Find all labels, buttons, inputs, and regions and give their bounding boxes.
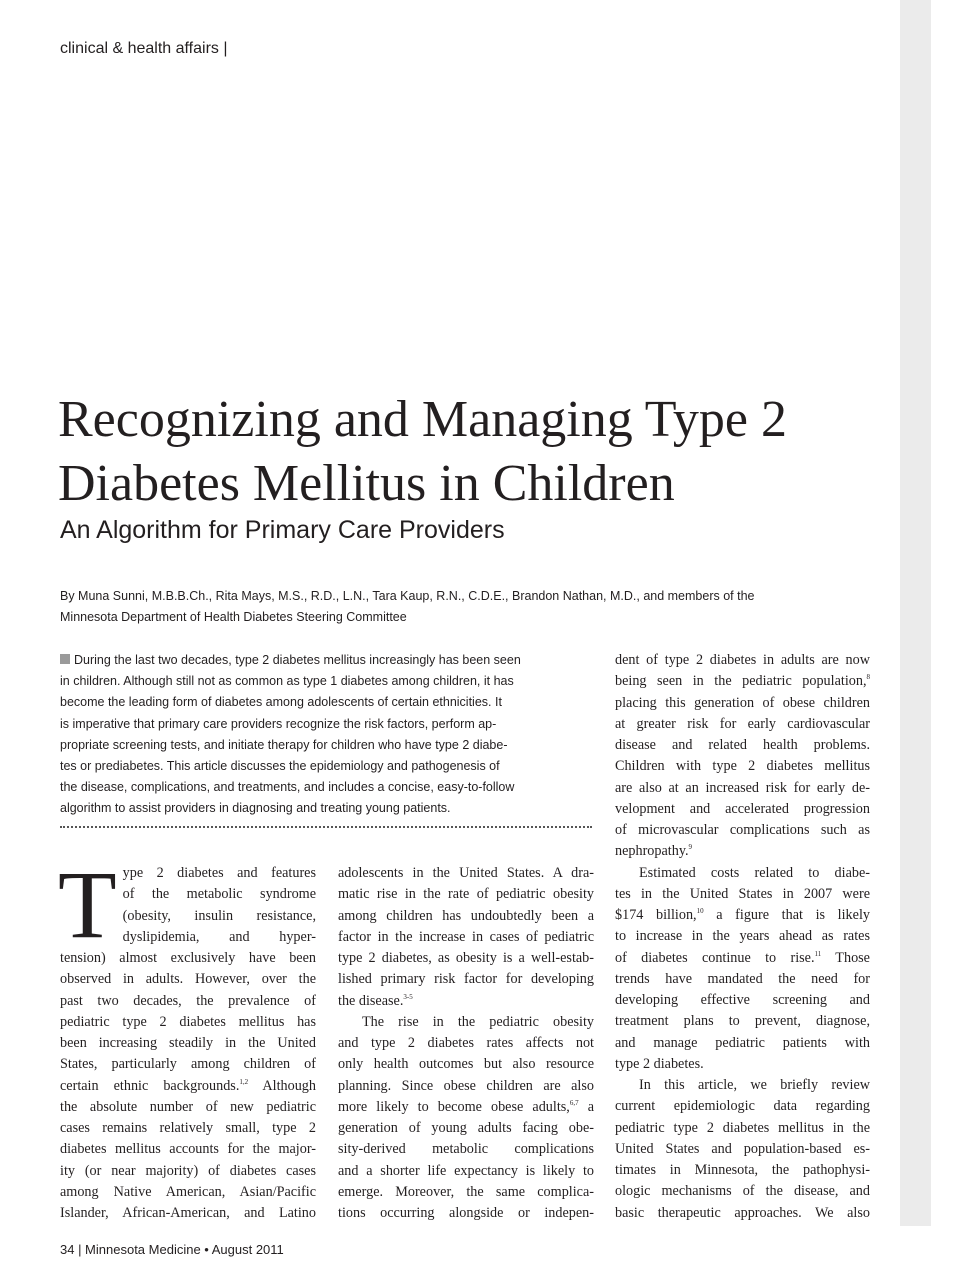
dotted-divider	[60, 826, 592, 828]
body-line: lished primary risk factor for developing	[338, 971, 594, 988]
body-line: ity (or near majority) of diabetes cases	[60, 1162, 316, 1179]
article-title	[58, 388, 888, 516]
body-line: basic therapeutic approaches. We also	[615, 1204, 870, 1221]
body-line: of the metabolic syndrome	[122, 886, 316, 903]
body-line: In this article, we briefly review	[639, 1077, 870, 1093]
body-line: diabetes mellitus accounts for the major-	[60, 1141, 316, 1158]
abstract-line: become the leading form of diabetes among adolescents of certain ethnicities. It	[60, 695, 502, 710]
body-line: being seen in the pediatric population,$^8$	[615, 673, 870, 690]
body-line: United States and population-based es-	[615, 1140, 870, 1157]
abstract-line: tes or prediabetes. This article discusses the epidemiology and pathogenesis of	[60, 759, 500, 774]
body-line: adolescents in the United States. A dra-	[338, 865, 594, 881]
body-line: pediatric type 2 diabetes mellitus has	[60, 1013, 316, 1030]
body-line: matic rise in the rate of pediatric obesity	[338, 886, 594, 903]
body-line: nephropathy.$^9$	[615, 843, 693, 860]
body-line: of microvascular complications such as	[615, 822, 870, 838]
body-line: tions occurring alongside or indepen-	[338, 1205, 594, 1221]
abstract-line: in children. Although still not as common as type 1 diabetes among children, it has	[60, 674, 514, 689]
body-line: velopment and accelerated progression	[615, 800, 870, 817]
body-line: the absolute number of new pediatric	[60, 1098, 316, 1115]
drop-cap: T	[58, 851, 117, 958]
abstract	[60, 650, 600, 820]
body-line: only health outcomes but also resource	[338, 1056, 594, 1073]
citation-ref: 1,2	[239, 1077, 249, 1086]
byline	[60, 586, 860, 628]
body-line: more likely to become obese adults,$^{6,7}$ a	[338, 1098, 594, 1115]
body-line: generation of young adults facing obe-	[338, 1120, 594, 1136]
body-column-1	[58, 851, 316, 1224]
body-line: developing effective screening and	[615, 992, 870, 1008]
body-line: The rise in the pediatric obesity	[362, 1013, 594, 1030]
title-line: Diabetes Mellitus in Children	[58, 455, 675, 512]
body-line: ype 2 diabetes and features	[122, 865, 316, 881]
body-line: at greater risk for early cardiovascular	[615, 715, 870, 732]
section-label: clinical & health affairs |	[60, 40, 228, 57]
body-line: Children with type 2 diabetes mellitus	[615, 758, 870, 775]
citation-ref: 9	[688, 843, 693, 852]
body-line: States, particularly among children of	[60, 1056, 316, 1073]
abstract-line: propriate screening tests, and initiate therapy for children who have type 2 diabe-	[60, 737, 508, 752]
body-line: disease and related health problems.	[615, 737, 870, 753]
citation-ref: 6,7	[569, 1098, 579, 1107]
article-subtitle: An Algorithm for Primary Care Providers	[60, 516, 505, 544]
abstract-line: algorithm to assist providers in diagnosing and treating young patients.	[60, 801, 451, 816]
title-line: Recognizing and Managing Type 2	[58, 391, 788, 448]
byline-line: Minnesota Department of Health Diabetes Steering Committee	[60, 610, 407, 624]
body-line: and a shorter life expectancy is likely to	[338, 1162, 594, 1179]
page-footer: 34 | Minnesota Medicine • August 2011	[60, 1242, 284, 1257]
body-line: Estimated costs related to diabe-	[639, 864, 870, 881]
body-line: timates in Minnesota, the pathophysi-	[615, 1162, 870, 1178]
body-line: pediatric type 2 diabetes mellitus in the	[615, 1119, 870, 1136]
body-line: of diabetes continue to rise.$^{11}$ Those	[615, 949, 870, 966]
body-line: and type 2 diabetes rates affects not	[338, 1035, 594, 1051]
body-column-2	[338, 863, 594, 1224]
body-line: planning. Since obese children are also	[338, 1077, 594, 1094]
body-line: past two decades, the prevalence of	[60, 992, 316, 1009]
body-line: to increase in the years ahead as rates	[615, 928, 870, 945]
byline-line: By Muna Sunni, M.B.B.Ch., Rita Mays, M.S., R.D., L.N., Tara Kaup, R.N., C.D.E., Brandon Nathan, M.D., and members of the	[60, 589, 755, 603]
page-margin-bar	[900, 0, 931, 1226]
abstract-line: is imperative that primary care providers recognize the risk factors, perform ap-	[60, 716, 497, 731]
citation-ref: 10	[696, 907, 704, 915]
body-line: observed in adults. However, over the	[60, 971, 316, 988]
abstract-line: During the last two decades, type 2 diabetes mellitus increasingly has been seen	[60, 650, 600, 671]
citation-ref: 11	[814, 949, 822, 958]
body-line: tes in the United States in 2007 were	[615, 885, 870, 902]
body-line: tension) almost exclusively have been	[60, 950, 316, 966]
body-line: are also at an increased risk for early de-	[615, 779, 870, 796]
body-line: emerge. Moreover, the same complica-	[338, 1183, 594, 1200]
body-line: current epidemiologic data regarding	[615, 1098, 870, 1115]
body-line: treatment plans to prevent, diagnose,	[615, 1013, 870, 1030]
citation-ref: 8	[866, 673, 870, 682]
abstract-line: the disease, complications, and treatments, and includes a concise, easy-to-follow	[60, 780, 515, 795]
body-line: factor in the increase in cases of pediatric	[338, 928, 594, 945]
body-line: cases remains relatively small, type 2	[60, 1120, 316, 1136]
body-line: among Native American, Asian/Pacific	[60, 1183, 316, 1200]
citation-ref: 3-5	[403, 992, 413, 1001]
body-line: type 2 diabetes, as obesity is a well-estab-	[338, 950, 594, 966]
body-column-3	[615, 650, 870, 1224]
body-line: (obesity, insulin resistance,	[122, 907, 316, 924]
body-line: dyslipidemia, and hyper-	[122, 928, 316, 945]
body-line: been increasing steadily in the United	[60, 1035, 316, 1051]
body-line: type 2 diabetes.	[615, 1055, 704, 1072]
body-line: ologic mechanisms of the disease, and	[615, 1183, 870, 1200]
body-line: and manage pediatric patients with	[615, 1034, 870, 1051]
body-line: placing this generation of obese children	[615, 694, 870, 711]
body-line: among children has undoubtedly been a	[338, 907, 594, 924]
body-line: trends have mandated the need for	[615, 970, 870, 987]
body-line: $174 billion,$^{10}$ a figure that is likely	[615, 907, 870, 923]
body-line: the disease.$^{3-5}$	[338, 992, 413, 1009]
body-line: Islander, African-American, and Latino	[60, 1205, 316, 1221]
body-line: dent of type 2 diabetes in adults are now	[615, 652, 870, 668]
body-line: sity-derived metabolic complications	[338, 1141, 594, 1158]
bullet-square-icon	[60, 654, 70, 664]
body-line: certain ethnic backgrounds.$^{1,2}$ Although	[60, 1077, 316, 1094]
